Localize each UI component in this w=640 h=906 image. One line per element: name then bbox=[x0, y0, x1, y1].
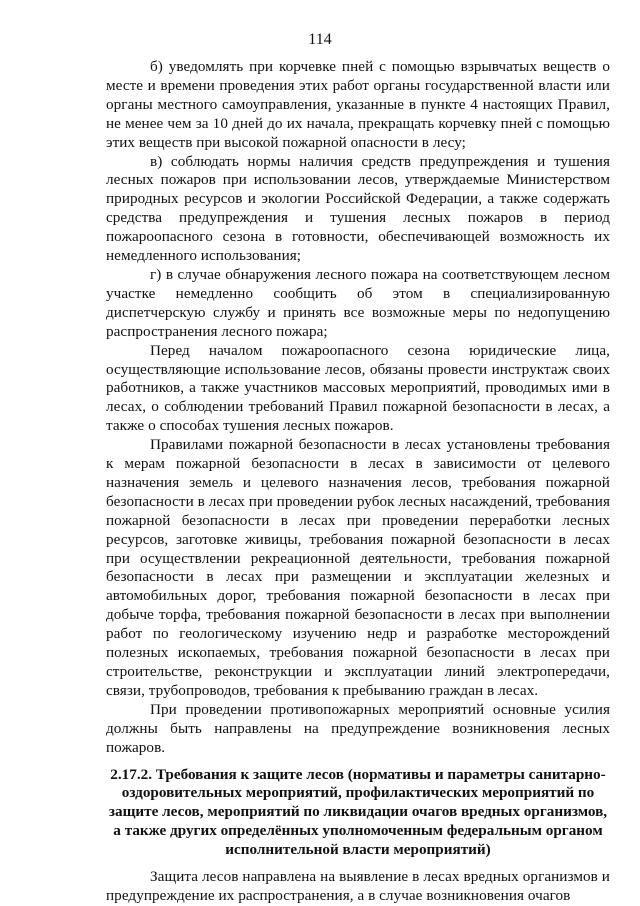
section-heading: 2.17.2. Требования к защите лесов (нормативы и параметры санитарно-оздоровительных мероприятий, профилактических мероприятий по защите лесов, мероприятий по ликвидации очагов вредных организмов, а также других определённых уполномоченным федеральным органом исполнительной власти мероприятий) bbox=[108, 765, 608, 859]
paragraph-prevention: При проведении противопожарных мероприятий основные усилия должны быть направлены на предупреждение возникновения лесных пожаров. bbox=[106, 700, 610, 756]
page-number: 114 bbox=[308, 31, 332, 48]
paragraph-g: г) в случае обнаружения лесного пожара на соответствующем лесном участке немедленно сообщить об этом в специализированную диспетчерскую службу и принять все возможные меры по недопущению распространения лесного пожара; bbox=[106, 265, 610, 340]
paragraph-fire-rules: Правилами пожарной безопасности в лесах установлены требования к мерам пожарной безопасности в лесах в зависимости от целевого назначения земель и целевого назначения лесов, требования пожарной безопасности в лесах при проведении рубок лесных насаждений, требования пожарной безопасности в лесах при проведении переработки лесных ресурсов, заготовке живицы, требования пожарной безопасности в лесах при осуществлении рекреационной деятельности, требования пожарной безопасности в лесах при размещении и эксплуатации железных и автомобильных дорог, требования пожарной безопасности в лесах при добыче торфа, требования пожарной безопасности в лесах при выполнении работ по геологическому изучению недр и разработке месторождений полезных ископаемых, требования пожарной безопасности в лесах при строительстве, реконструкции и эксплуатации линий электропередачи, связи, трубопроводов, требования к пребыванию граждан в лесах. bbox=[106, 436, 610, 699]
paragraph-v: в) соблюдать нормы наличия средств предупреждения и тушения лесных пожаров при использовании лесов, утверждаемые Министерством природных ресурсов и экологии Российской Федерации, а также содержать средства предупреждения и тушения лесных пожаров в период пожароопасного сезона в готовности, обеспечивающей возможность их немедленного использования; bbox=[106, 152, 610, 265]
paragraph-briefing: Перед началом пожароопасного сезона юридические лица, осуществляющие использование лесов, обязаны провести инструктаж своих работников, а также участников массовых мероприятий, проводимых ими в лесах, о соблюдении требований Правил пожарной безопасности в лесах, а также о способах тушения лесных пожаров. bbox=[106, 341, 610, 435]
paragraph-forest-protection: Защита лесов направлена на выявление в лесах вредных организмов и предупреждение их распространения, а в случае возникновения очагов bbox=[106, 868, 610, 904]
document-body bbox=[106, 58, 610, 906]
paragraph-b: б) уведомлять при корчевке пней с помощью взрывчатых веществ о месте и времени проведения этих работ органы государственной власти или органы местного самоуправления, указанные в пункте 4 настоящих Правил, не менее чем за 10 дней до их начала, прекращать корчевку пней с помощью этих веществ при высокой пожарной опасности в лесу; bbox=[106, 58, 610, 151]
